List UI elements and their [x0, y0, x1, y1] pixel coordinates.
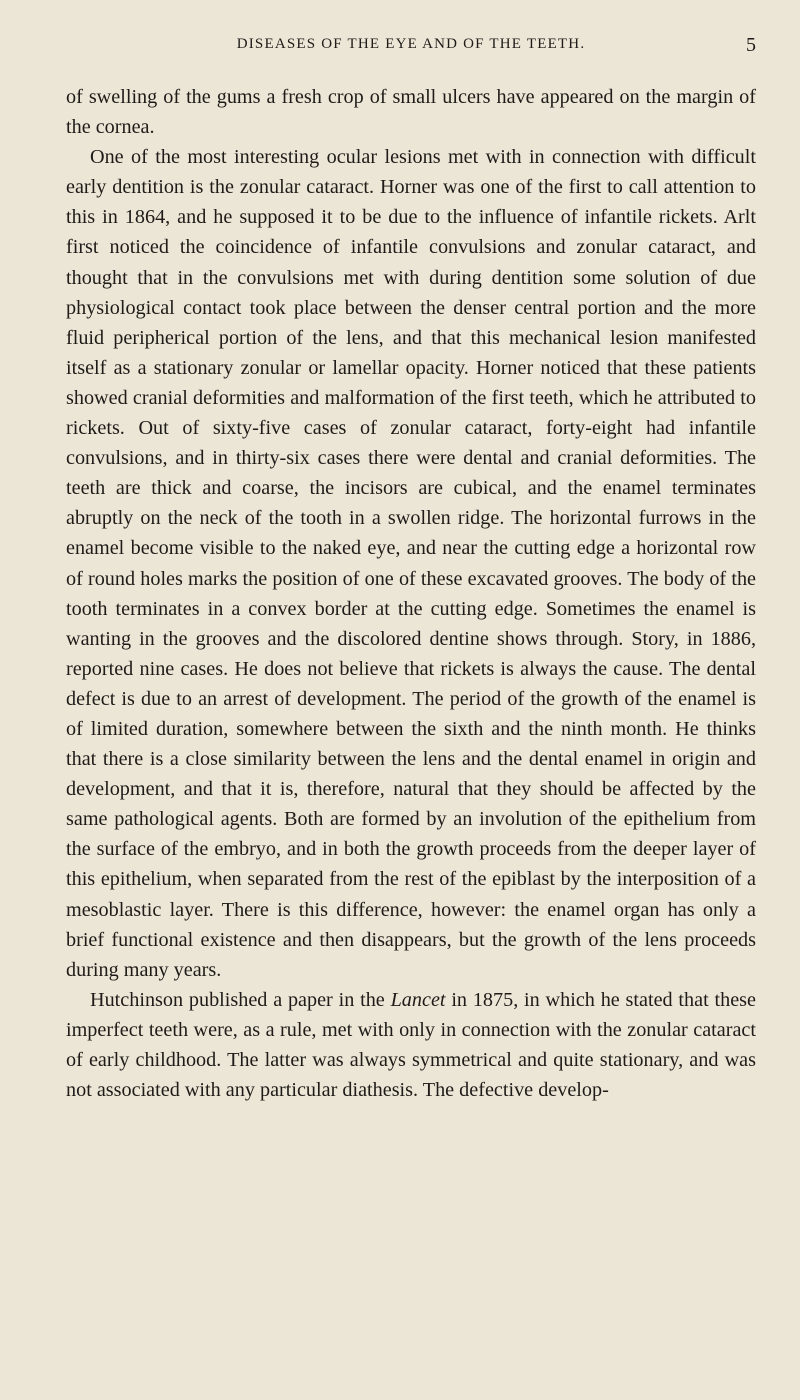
paragraph-zonular-cataract: One of the most interesting ocular lesions met with in connection with difficult early dentition is the zonular cataract. Horner was one of the first to call attention to this in 1864, and he supposed it to be due to the influence of infantile rickets. Arlt first noticed the coincidence of infantile convulsions and zonular cataract, and thought that in the convulsions met with during dentition some solution of due physiological contact took place between the denser central portion and the more fluid peripherical portion of the lens, and that this mechanical lesion manifested itself as a stationary zonular or lamellar opacity. Horner noticed that these patients showed cranial deformities and malformation of the first teeth, which he attributed to rickets. Out of sixty-five cases of zonular cataract, forty-eight had infantile convulsions, and in thirty-six cases there were dental and cranial deformities. The teeth are thick and coarse, the incisors are cubical, and the enamel terminates abruptly on the neck of the tooth in a swollen ridge. The horizontal furrows in the enamel become visible to the naked eye, and near the cutting edge a horizontal row of round holes marks the position of one of these excavated grooves. The body of the tooth terminates in a convex border at the cutting edge. Sometimes the enamel is wanting in the grooves and the discolored dentine shows through. Story, in 1886, reported nine cases. He does not believe that rickets is always the cause. The dental defect is due to an arrest of development. The period of the growth of the enamel is of limited duration, somewhere between the sixth and the ninth month. He thinks that there is a close similarity between the lens and the dental enamel in origin and development, and that it is, therefore, natural that they should be affected by the same pathological agents. Both are formed by an involution of the epithelium from the surface of the embryo, and in both the growth proceeds from the deeper layer of this epithelium, when separated from the rest of the epiblast by the interposition of a mesoblastic layer. There is this difference, however: the enamel organ has only a brief functional existence and then disappears, but the growth of the lens proceeds during many years. [66, 146, 756, 981]
journal-title: Lancet [390, 988, 446, 1011]
running-head: DISEASES OF THE EYE AND OF THE TEETH. [236, 36, 586, 52]
paragraph-hutchinson [66, 985, 756, 1105]
page-number: 5 [746, 34, 756, 56]
paragraph-continuation: of swelling of the gums a fresh crop of small ulcers have appeared on the margin of the cornea. [66, 86, 756, 139]
page-header [66, 34, 756, 58]
body-text [66, 82, 756, 1105]
paragraph-hutchinson-start: Hutchinson published a paper in the [90, 988, 391, 1011]
book-page [66, 34, 756, 1105]
paragraph-hutchinson-end: in 1875, in which he stated that these imperfect teeth were, as a rule, met with only in connection with the zonular cataract of early childhood. The latter was always symmetrical and quite stationary, and was not associated with any particular diathesis. The defective develop- [66, 988, 756, 1102]
